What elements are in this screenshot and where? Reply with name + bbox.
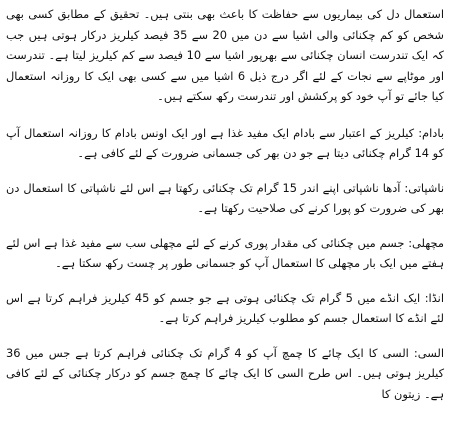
flaxseed-paragraph xyxy=(6,343,444,405)
fish-paragraph xyxy=(6,233,444,274)
flaxseed-text: السی کا ایک چائے کا چمچ آپ کو 4 گرام تک چکنائی فراہم کرتا ہے جس میں 36 کیلریز ہوتی ہیں۔ اس طرح السی کا ایک چائے کا چمچ جسم کو درکار چکنائی کے لئے کافی ہے۔ زیتون کا xyxy=(6,345,444,401)
flaxseed-term: السی: xyxy=(413,345,444,360)
pear-paragraph xyxy=(6,178,444,219)
almond-paragraph xyxy=(6,123,444,164)
intro-text: استعمال دل کی بیماریوں سے حفاظت کا باعث بھی بنتی ہیں۔ تحقیق کے مطابق کسی بھی شخص کو کم چکنائی والی اشیا سے دن میں 20 سے 35 فیصد کیلریز درکار ہوتی ہیں جب کہ ایک تندرست انسان چکنائی سے بھرپور اشیا سے 10 فیصد سے کم کیلریز لیتا ہے۔ تندرست اور موٹاپے سے نجات کے لئے اگر درج ذیل 6 اشیا میں سے کسی بھی ایک کا روزانہ استعمال کیا جائے تو آپ خود کو پرکشش اور تندرست رکھ سکتے ہیں۔ xyxy=(6,7,444,103)
almond-term: بادام: xyxy=(418,125,444,140)
pear-text: آدھا ناشپاتی اپنے اندر 15 گرام تک چکنائی رکھتا ہے اس لئے ناشپاتی کا استعمال دن بھر کی ضرورت کو پورا کرنے کی صلاحیت رکھتا ہے۔ xyxy=(6,180,444,215)
pear-term: ناشپاتی: xyxy=(404,180,444,195)
egg-text: ایک انڈے میں 5 گرام تک چکنائی ہوتی ہے جو جسم کو 45 کیلریز فراہم کرتا ہے اس لئے انڈے کا استعمال جسم کو مطلوب کیلریز فراہم کرتا ہے۔ xyxy=(6,290,444,325)
fish-text: جسم میں چکنائی کی مقدار پوری کرنے کے لئے مچھلی سب سے مفید غذا ہے اس لئے ہفتے میں ایک بار مچھلی کا استعمال آپ کو جسمانی طور پر چست رکھ سکتا ہے۔ xyxy=(6,235,444,270)
intro-paragraph xyxy=(6,4,444,107)
fish-term: مچھلی: xyxy=(408,235,444,250)
egg-term: انڈا: xyxy=(424,290,445,305)
egg-paragraph xyxy=(6,288,444,329)
almond-text: کیلریز کے اعتبار سے بادام ایک مفید غذا ہے اور ایک اونس بادام کا روزانہ استعمال آپ کو 14 گرام چکنائی دیتا ہے جو دن بھر کی جسمانی ضرورت کے لئے کافی ہے۔ xyxy=(6,125,444,160)
